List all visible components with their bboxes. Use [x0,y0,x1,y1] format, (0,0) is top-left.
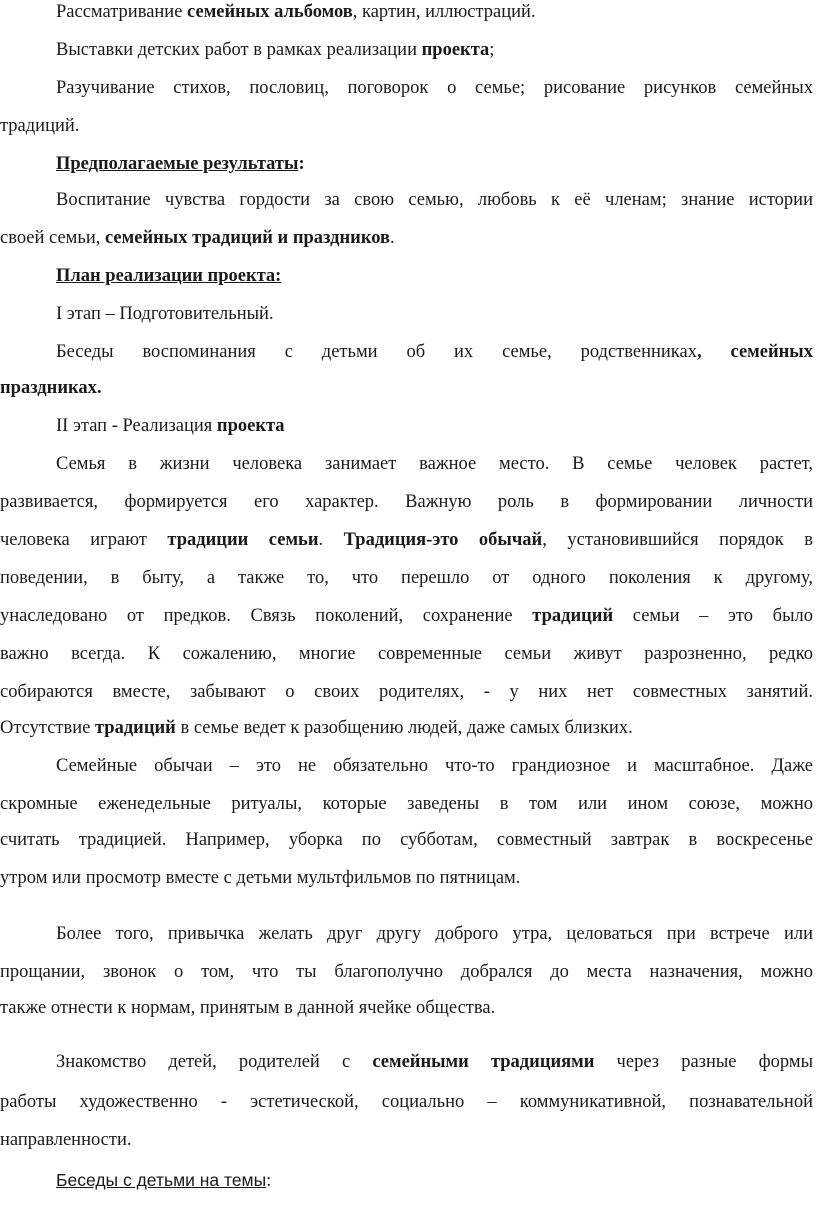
heading-text: Беседы с детьми на темы [56,1170,267,1190]
text: унаследовано от предков. Связь поколений, сохранение [0,606,533,626]
text: Знакомство детей, родителей с [56,1052,373,1072]
paragraph-acquaintance-line-2: работы художественно - эстетической, социально – коммуникативной, познавательной [0,1092,813,1112]
paragraph-customs-line-1: Семейные обычаи – это не обязательно что-то грандиозное и масштабное. Даже [56,756,813,776]
paragraph-conversations-line-1 [0,340,813,364]
heading-colon: : [266,1171,272,1191]
text: Беседы воспоминания с детьми об их семье, родственниках [56,342,697,362]
heading-implementation-plan [0,264,813,288]
paragraph-results-line-1: Воспитание чувства гордости за свою семью, любовь к её членам; знание истории [56,190,813,210]
paragraph-learning-line-2: традиций. [0,116,80,136]
bold-text: семейных традиций и праздников [104,228,391,248]
bold-text: Традиция-это обычай [343,530,543,550]
paragraph-family-role-line-7: собираются вместе, забывают о своих родителях, - у них нет совместных занятий. [0,682,813,702]
text: , картин, иллюстраций. [352,2,536,22]
paragraph-habits-line-3: также отнести к нормам, принятым в данной ячейке общества. [0,998,496,1018]
bold-text: проекта [421,40,490,60]
paragraph-family-role-line-2: развивается, формируется его характер. Важную роль в формировании личности [0,492,813,512]
text: , установившийся порядок в [542,530,813,550]
paragraph-habits-line-1: Более того, привычка желать друг другу доброго утра, целоваться при встрече или [56,924,813,944]
bold-text: традиций [532,606,614,626]
paragraph-acquaintance-line-1 [0,1050,813,1074]
paragraph-acquaintance-line-3: направленности. [0,1130,132,1150]
paragraph-family-albums [0,0,813,24]
text: . [318,530,344,550]
paragraph-results-line-2 [0,226,813,250]
paragraph-family-role-line-6: важно всегда. К сожалению, многие современные семьи живут разрозненно, редко [0,644,813,664]
bold-text: праздниках. [0,378,102,398]
paragraph-family-role-line-8 [0,716,813,740]
bold-text: проекта [216,416,285,436]
bold-text: традиций [94,718,176,738]
paragraph-customs-line-3: считать традицией. Например, уборка по субботам, совместный завтрак в воскресенье [0,830,813,850]
paragraph-exhibitions [0,38,813,62]
heading-colon: : [298,154,305,174]
text: человека играют [0,530,168,550]
heading-conversations-topics [0,1168,813,1193]
text: Выставки детских работ в рамках реализации [56,40,422,60]
paragraph-habits-line-2: прощании, звонок о том, что ты благополучно добрался до места назначения, можно [0,962,813,982]
text: Рассматривание [56,2,188,22]
stage-2-label [0,414,813,438]
bold-text: семейных альбомов [187,2,353,22]
text: II этап - Реализация [56,416,217,436]
text: семьи – это было [613,606,813,626]
heading-text: План реализации проекта: [56,266,282,286]
paragraph-family-role-line-3 [0,528,813,552]
heading-text: Предполагаемые результаты [56,154,299,174]
paragraph-conversations-line-2 [0,376,813,400]
paragraph-customs-line-2: скромные еженедельные ритуалы, которые заведены в том или ином союзе, можно [0,794,813,814]
paragraph-family-role-line-4: поведении, в быту, а также то, что перешло от одного поколения к другому, [0,568,813,588]
bold-text: семейными традициями [372,1052,595,1072]
stage-1-label: I этап – Подготовительный. [56,304,274,324]
paragraph-family-role-line-1: Семья в жизни человека занимает важное место. В семье человек растет, [56,454,813,474]
text: своей семьи, [0,228,105,248]
bold-text: , семейных [696,342,813,362]
heading-expected-results [0,152,813,176]
paragraph-learning-line-1: Разучивание стихов, пословиц, поговорок о семье; рисование рисунков семейных [56,78,813,98]
paragraph-customs-line-4: утром или просмотр вместе с детьми мультфильмов по пятницам. [0,868,521,888]
text: . [390,228,395,248]
text: Отсутствие [0,718,95,738]
text: через разные формы [594,1052,814,1072]
paragraph-family-role-line-5 [0,604,813,628]
text: ; [489,40,495,60]
bold-text: традиции семьи [167,530,319,550]
text: в семье ведет к разобщению людей, даже самых близких. [175,718,633,738]
